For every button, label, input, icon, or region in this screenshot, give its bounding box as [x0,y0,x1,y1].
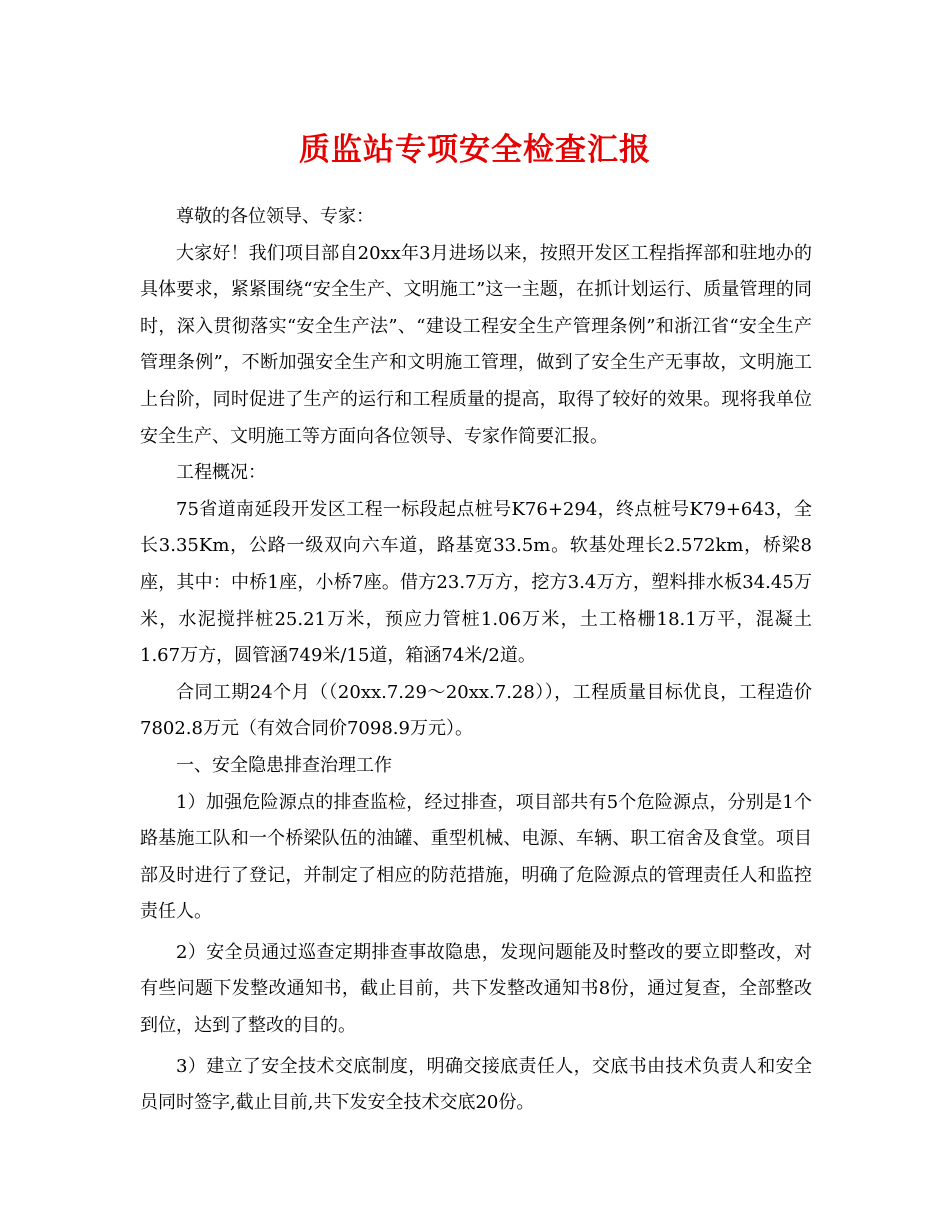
document-body [140,199,812,1122]
document-title: 质监站专项安全检查汇报 [299,132,651,168]
section-heading-overview: 工程概况： [176,462,266,484]
overview-paragraph: 75省道南延段开发区工程一标段起点桩号K76+294，终点桩号K79+643，全长3.35Km，公路一级双向六车道，路基宽33.5m。软基处理长2.572km，桥梁8座，其中：中桥1座，小桥7座。借方23.7万方，挖方3.4万方，塑料排水板34.45万米，水泥搅拌桩25.21万米，预应力管桩1.06万米，土工格栅18.1万平，混凝土 1.67万方，圆管涵749米/15道，箱涵74米/2道。 [140,498,812,667]
safety-item-3: 3）建立了安全技术交底制度，明确交接底责任人，交底书由技术负责人和安全员同时签字,截止目前,共下发安全技术交底20份。 [140,1055,812,1114]
intro-paragraph: 大家好！我们项目部自20xx年3月进场以来，按照开发区工程指挥部和驻地办的具体要求，紧紧围绕“安全生产、文明施工”这一主题，在抓计划运行、质量管理的同时，深入贯彻落实“安全生产法”、“建设工程安全生产管理条例”和浙江省“安全生产管理条例”，不断加强安全生产和文明施工管理，做到了安全生产无事故，文明施工上台阶，同时促进了生产的运行和工程质量的提高，取得了较好的效果。现将我单位安全生产、文明施工等方面向各位领导、专家作简要汇报。 [140,242,812,447]
salutation: 尊敬的各位领导、专家： [176,206,374,227]
safety-item-2: 2）安全员通过巡查定期排查事故隐患，发现问题能及时整改的要立即整改，对有些问题下发整改通知书，截止目前，共下发整改通知书8份，通过复查，全部整改到位，达到了整改的目的。 [140,941,812,1037]
section-heading-safety: 一、安全隐患排查治理工作 [176,754,392,776]
safety-item-1: 1）加强危险源点的排查监检，经过排查，项目部共有5个危险源点，分别是1个路基施工队和一个桥梁队伍的油罐、重型机械、电源、车辆、职工宿舍及食堂。项目部及时进行了登记，并制定了相应的防范措施，明确了危险源点的管理责任人和监控责任人。 [140,791,812,923]
contract-paragraph: 合同工期24个月（（20xx.7.29～20xx.7.28）），工程质量目标优良，工程造价7802.8万元（有效合同价7098.9万元）。 [140,681,812,740]
